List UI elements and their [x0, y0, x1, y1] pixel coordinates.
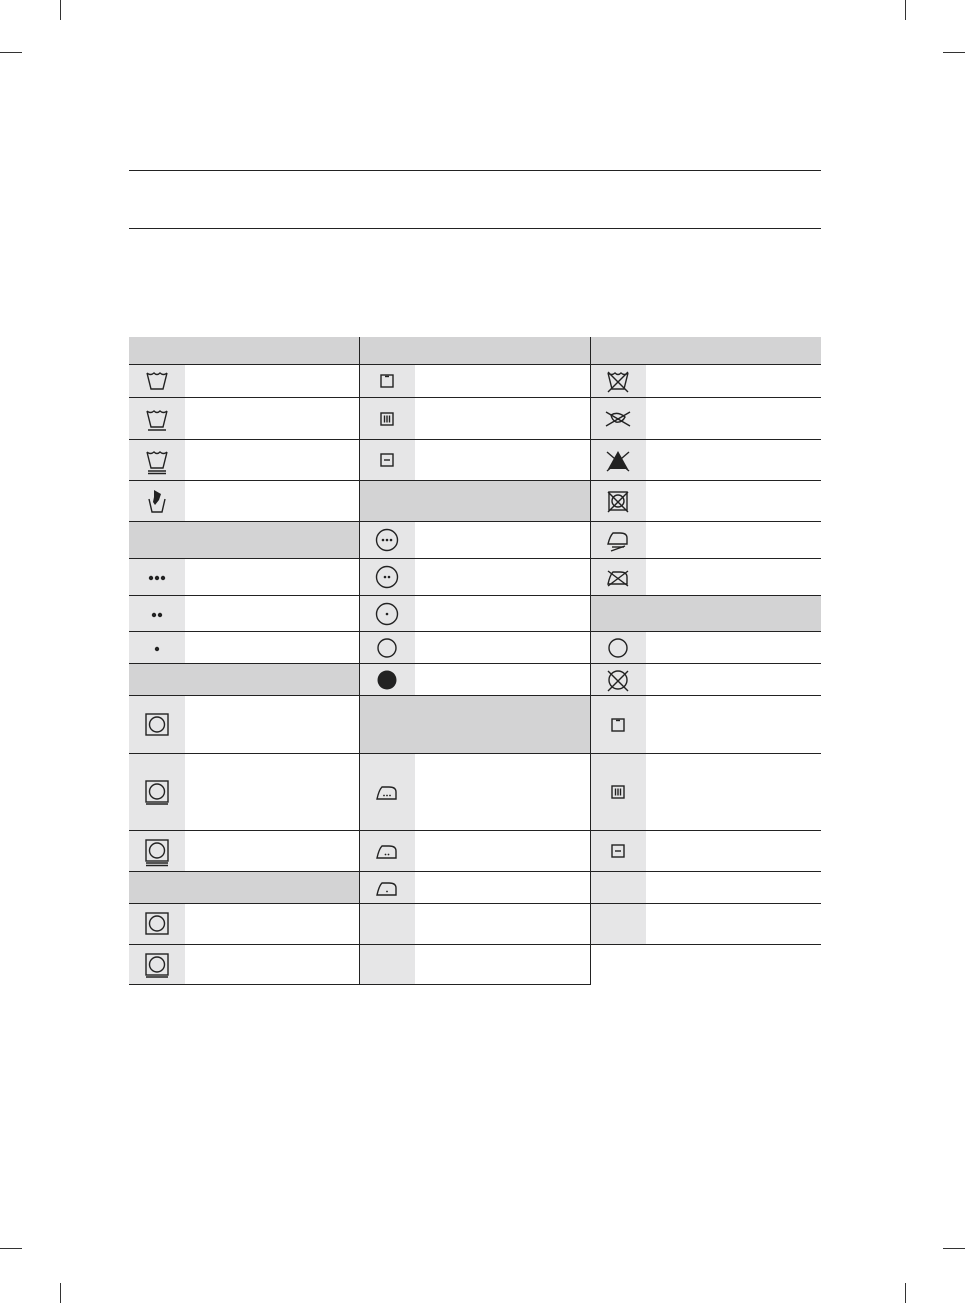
drip-dry-square-icon [603, 777, 633, 807]
table-section-header [359, 481, 590, 522]
symbol-cell [590, 632, 646, 664]
do-not-wash-icon [603, 366, 633, 396]
symbol-cell [129, 632, 185, 664]
symbol-cell [129, 754, 185, 831]
symbol-description-cell [415, 664, 590, 696]
iron-two-dots-icon [372, 836, 402, 866]
symbol-cell [129, 440, 185, 481]
symbol-description-cell [415, 632, 590, 664]
symbol-description-cell [185, 398, 359, 440]
symbol-description-cell [646, 904, 821, 945]
do-not-tumble-dry-icon [603, 486, 633, 516]
symbol-cell [359, 904, 415, 945]
symbol-description-cell [185, 365, 359, 398]
table-section-header [129, 664, 359, 696]
circle-one-dot-icon [372, 599, 402, 629]
blank-icon [603, 873, 633, 903]
table-section-header [129, 872, 359, 904]
symbol-cell [590, 522, 646, 559]
symbol-cell [359, 945, 415, 985]
symbol-cell [129, 945, 185, 985]
symbol-description-cell [646, 754, 821, 831]
symbol-cell [590, 559, 646, 596]
symbol-cell [590, 481, 646, 522]
symbol-description-cell [185, 945, 359, 985]
symbol-cell [129, 481, 185, 522]
tumble-dry-one-bar-icon [142, 777, 172, 807]
symbol-cell [590, 831, 646, 872]
iron-one-dot-icon [372, 873, 402, 903]
symbol-description-cell [646, 872, 821, 904]
symbol-description-cell [646, 365, 821, 398]
symbol-description-cell [415, 872, 590, 904]
symbol-cell [359, 522, 415, 559]
symbol-cell [129, 696, 185, 754]
do-not-iron-icon [603, 562, 633, 592]
blank-icon [603, 909, 633, 939]
symbol-cell [590, 440, 646, 481]
crop-mark [905, 0, 906, 20]
flat-dry-square-icon [603, 836, 633, 866]
three-dots-icon [142, 562, 172, 592]
open-circle-icon [372, 633, 402, 663]
tumble-dry-icon [142, 909, 172, 939]
symbol-cell [590, 904, 646, 945]
line-dry-square-icon [372, 366, 402, 396]
symbol-cell [359, 664, 415, 696]
washtub-icon [142, 366, 172, 396]
symbol-cell [359, 559, 415, 596]
symbol-description-cell [185, 481, 359, 522]
tumble-dry-icon [142, 710, 172, 740]
symbol-description-cell [185, 904, 359, 945]
line-dry-square-icon [603, 710, 633, 740]
symbol-description-cell [646, 398, 821, 440]
hand-wash-icon [142, 486, 172, 516]
symbol-description-cell [646, 632, 821, 664]
column-separator [359, 337, 360, 985]
symbol-description-cell [185, 831, 359, 872]
symbol-description-cell [646, 440, 821, 481]
symbol-description-cell [185, 696, 359, 754]
symbol-description-cell [415, 559, 590, 596]
symbol-cell [359, 831, 415, 872]
crop-mark [0, 1248, 22, 1249]
symbol-cell [359, 398, 415, 440]
symbol-cell [590, 872, 646, 904]
filled-circle-icon [372, 665, 402, 695]
circle-three-dots-icon [372, 525, 402, 555]
symbol-description-cell [646, 481, 821, 522]
symbol-description-cell [415, 904, 590, 945]
table-column-header [590, 337, 821, 365]
do-not-dry-clean-icon [603, 665, 633, 695]
symbol-cell [359, 632, 415, 664]
symbol-description-cell [185, 754, 359, 831]
symbol-description-cell [646, 522, 821, 559]
symbol-description-cell [646, 664, 821, 696]
crop-mark [60, 1283, 61, 1303]
flat-dry-square-icon [372, 445, 402, 475]
steam-iron-icon [603, 525, 633, 555]
crop-mark [905, 1283, 906, 1303]
symbol-cell [359, 596, 415, 632]
open-circle-icon [603, 633, 633, 663]
blank-icon [372, 950, 402, 980]
symbol-description-cell [185, 632, 359, 664]
symbol-description-cell [185, 559, 359, 596]
crop-mark [943, 52, 965, 53]
symbol-description-cell [415, 440, 590, 481]
symbol-cell [129, 559, 185, 596]
symbol-description-cell [646, 696, 821, 754]
two-dots-icon [142, 599, 172, 629]
symbol-description-cell [415, 522, 590, 559]
table-section-header [590, 596, 821, 632]
title-rule-top [129, 170, 821, 171]
symbol-description-cell [185, 596, 359, 632]
symbol-description-cell [415, 754, 590, 831]
title-rule-bottom [129, 228, 821, 229]
one-dot-icon [142, 633, 172, 663]
symbol-description-cell [415, 831, 590, 872]
circle-two-dots-icon [372, 562, 402, 592]
crop-mark [60, 0, 61, 20]
column-separator [590, 337, 591, 985]
symbol-cell [590, 398, 646, 440]
symbol-cell [129, 904, 185, 945]
washtub-two-bars-icon [142, 445, 172, 475]
table-column-header [129, 337, 359, 365]
symbol-cell [359, 872, 415, 904]
table-section-header [129, 522, 359, 559]
symbol-description-cell [415, 945, 590, 985]
crop-mark [943, 1248, 965, 1249]
tumble-dry-two-bars-icon [142, 836, 172, 866]
washtub-one-bar-icon [142, 404, 172, 434]
symbol-cell [129, 831, 185, 872]
care-symbol-table [129, 337, 821, 985]
symbol-description-cell [646, 831, 821, 872]
crop-mark [0, 52, 22, 53]
symbol-cell [129, 398, 185, 440]
symbol-description-cell [415, 596, 590, 632]
symbol-description-cell [185, 440, 359, 481]
table-section-header [359, 696, 590, 754]
symbol-cell [359, 440, 415, 481]
symbol-cell [129, 596, 185, 632]
symbol-cell [359, 754, 415, 831]
bleach-triangle-icon [603, 445, 633, 475]
symbol-cell [590, 664, 646, 696]
symbol-description-cell [415, 398, 590, 440]
symbol-cell [590, 754, 646, 831]
drip-dry-square-icon [372, 404, 402, 434]
do-not-wring-icon [603, 404, 633, 434]
iron-three-dots-icon [372, 777, 402, 807]
symbol-description-cell [646, 559, 821, 596]
symbol-cell [129, 365, 185, 398]
table-column-header [359, 337, 590, 365]
symbol-cell [590, 365, 646, 398]
blank-icon [372, 909, 402, 939]
symbol-cell [359, 365, 415, 398]
symbol-cell [590, 696, 646, 754]
symbol-description-cell [415, 365, 590, 398]
tumble-dry-one-bar-icon [142, 950, 172, 980]
